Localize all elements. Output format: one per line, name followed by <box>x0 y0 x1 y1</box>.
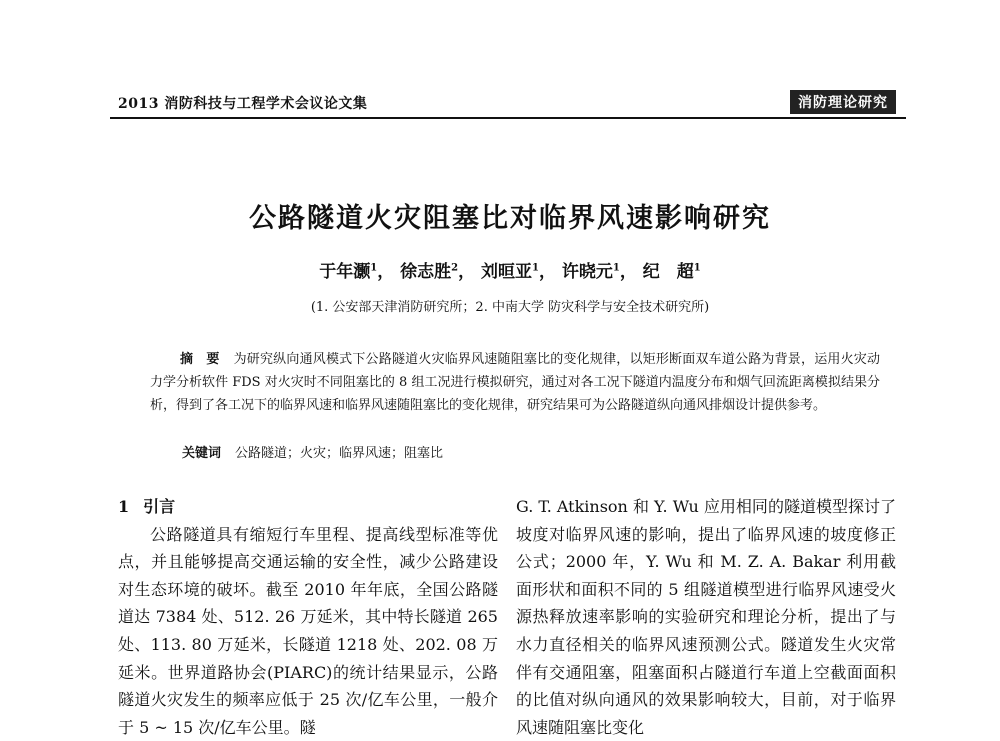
affiliations: (1. 公安部天津消防研究所；2. 中南大学 防灾科学与安全技术研究所) <box>310 300 710 315</box>
author-affiliation-mark: 1 <box>370 262 378 274</box>
keywords-label: 关键词 <box>182 446 222 461</box>
author: 许晓元 <box>561 262 613 282</box>
author-affiliation-mark: 1 <box>693 262 701 274</box>
body-paragraph: G. T. Atkinson 和 Y. Wu 应用相同的隧道模型探讨了坡度对临界风速的影响，提出了临界风速的坡度修正公式；2000 年，Y. Wu 和 M. Z. A. Bakar 利用截面形状和面积不同的 5 组隧道模型进行临界风速受火源热释放速率影响的实验研究和理论分析，提出了与水力直径相关的临界风速预测公式。隧道发生火灾常伴有交通阻塞，阻塞面积占隧道行车道上空截面面积的比值对纵向通风的效果影响较大，目前，对于临界风速随阻塞比变化 <box>516 497 896 737</box>
author-affiliation-mark: 2 <box>451 262 459 274</box>
author: 纪 超 <box>642 262 694 282</box>
section-heading <box>118 493 498 521</box>
section-number: 1 <box>118 497 130 516</box>
body-column-left <box>118 493 498 741</box>
author-list: 于年灏$^1$， 徐志胜$^2$， 刘晅亚$^1$， 许晓元$^1$， 纪 超$^1$ <box>319 262 701 282</box>
abstract-text: 为研究纵向通风模式下公路隧道火灾临界风速随阻塞比的变化规律，以矩形断面双车道公路为背景，运用火灾动力学分析软件 FDS 对火灾时不同阻塞比的 8 组工况进行模拟研究，通过对各工况下隧道内温度分布和烟气回流距离模拟结果分析，得到了各工况下的临界风速和临界风速随阻塞比的变化规律，研究结果可为公路隧道纵向通风排烟设计提供参考。 <box>150 352 880 413</box>
abstract <box>150 348 880 417</box>
author: 刘晅亚 <box>481 262 533 282</box>
running-header-section-tag: 消防理论研究 <box>790 90 896 114</box>
body-column-right <box>516 493 896 741</box>
keywords-text: 公路隧道；火灾；临界风速；阻塞比 <box>235 446 444 461</box>
paper-title: 公路隧道火灾阻塞比对临界风速影响研究 <box>249 203 771 234</box>
keywords <box>182 442 443 461</box>
author-affiliation-mark: 1 <box>532 262 539 274</box>
author: 于年灏 <box>319 262 371 282</box>
author: 徐志胜 <box>400 262 452 282</box>
header-rule <box>110 117 906 119</box>
running-header-journal: 2013 消防科技与工程学术会议论文集 <box>118 96 368 112</box>
section-title: 引言 <box>143 497 176 516</box>
body-paragraph: 公路隧道具有缩短行车里程、提高线型标准等优点，并且能够提高交通运输的安全性，减少公路建设对生态环境的破坏。截至 2010 年年底，全国公路隧道达 7384 处、512. 26 万延米，其中特长隧道 265 处、113. 80 万延米，长隧道 1218 处、202. 08 万延米。世界道路协会(PIARC)的统计结果显示，公路隧道火灾发生的频率应低于 25 次/亿车公里，一般介于 5 ~ 15 次/亿车公里。隧 <box>118 524 498 737</box>
author-affiliation-mark: 1 <box>612 262 620 274</box>
abstract-label: 摘 要 <box>180 352 220 367</box>
